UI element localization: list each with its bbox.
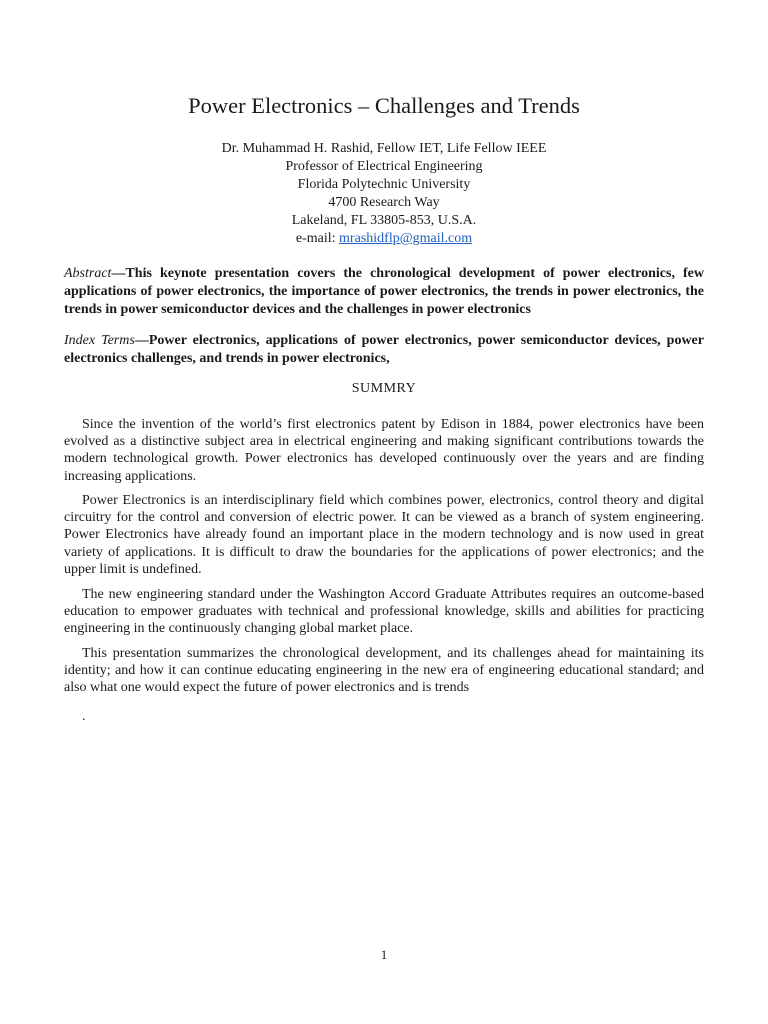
email-label: e-mail: [295, 231, 340, 246]
author-email-line [0, 230, 768, 248]
abstract [64, 265, 704, 319]
summary-paragraph: The new engineering standard under the Washington Accord Graduate Attributes requires an outcome-based education to empower graduates with technical and professional knowledge, skills and abilities for practicing engineering in the continuously changing global market place. [64, 587, 704, 637]
paper-title: Power Electronics – Challenges and Trends [188, 93, 580, 118]
abstract-text: This keynote presentation covers the chronological development of power electronics, few applications of power electronics, the importance of power electronics, the trends in power electronics, the trends in power semiconductor devices and the challenges in power electronics [64, 266, 704, 317]
summary-paragraph: Power Electronics is an interdisciplinary field which combines power, electronics, control theory and digital circuitry for the control and conversion of electric power. It can be viewed as a branch of system engineering. Power Electronics have already found an important place in the modern technology and is now used in great variety of applications. It is difficult to draw the boundaries for the applications of power electronics; and the upper limit is undefined. [64, 493, 704, 577]
summary-paragraph: Since the invention of the world’s first electronics patent by Edison in 1884, power electronics have been evolved as a distinctive subject area in electrical engineering and making significant contributions towards the modern technological growth. Power electronics has developed continuously over the years and are finding increasing applications. [64, 417, 704, 484]
author-name-line: Dr. Muhammad H. Rashid, Fellow IET, Life Fellow IEEE [221, 141, 547, 156]
email-link[interactable]: mrashidflp@gmail.com [339, 231, 473, 246]
author-street: 4700 Research Way [328, 195, 440, 210]
page-number: 1 [380, 947, 388, 962]
author-block [0, 140, 768, 248]
section-heading: SUMMRY [351, 381, 417, 396]
index-terms-lead: Index Terms [64, 333, 135, 348]
author-institution: Florida Polytechnic University [297, 177, 471, 192]
index-terms-text: Power electronics, applications of power electronics, power semiconductor devices, power electronics challenges, and trends in power electronics, [64, 333, 704, 366]
abstract-lead: Abstract [64, 266, 112, 281]
author-position: Professor of Electrical Engineering [285, 159, 483, 174]
abstract-dash: — [111, 266, 126, 281]
index-terms [64, 332, 704, 368]
author-city: Lakeland, FL 33805-853, U.S.A. [291, 213, 477, 228]
index-terms-dash: — [134, 333, 149, 348]
trailing-mark: . [82, 709, 86, 724]
summary-paragraph: This presentation summarizes the chronological development, and its challenges ahead for maintaining its identity; and how it can continue educating engineering in the new era of engineering educational standard; and also what one would expect the future of power electronics and is trends [64, 646, 704, 696]
